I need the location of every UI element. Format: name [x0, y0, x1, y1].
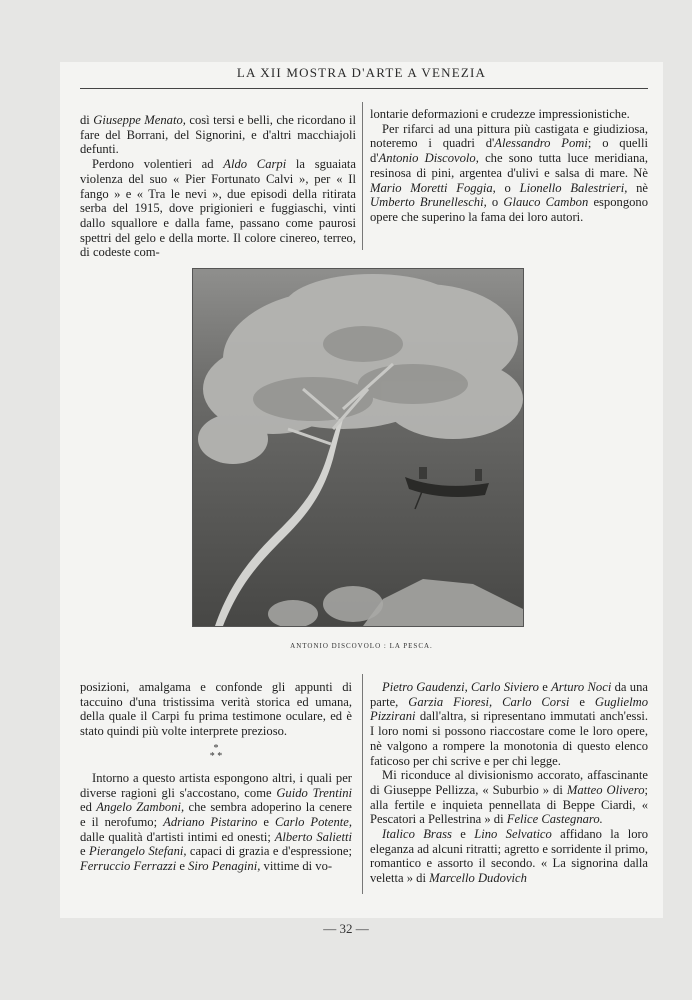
asterism-bottom: * * — [209, 750, 223, 762]
paragraph-gaudenzi — [370, 680, 648, 768]
text-run: di — [80, 113, 94, 127]
artist-name: Mario Moretti Foggia, — [370, 180, 496, 195]
text-run: e — [569, 694, 595, 709]
page-number: — 32 — — [323, 921, 369, 936]
text-run: e — [80, 844, 90, 859]
text-run: che sono tutta luce meridiana, resinosa di pini, argentea d'ulivi e salsa di mare. Nè — [370, 151, 648, 180]
painting-photograph — [192, 268, 524, 627]
artist-name: Guido Trentini — [276, 785, 352, 800]
bottom-right-column — [370, 680, 648, 886]
text-run: così tersi e belli, che ricordano il fare del Borrani, del Signorini, e d'altri macchiajoli defunti. — [80, 113, 356, 157]
top-right-column — [370, 107, 648, 225]
text-run: vittime di vo- — [260, 859, 333, 874]
artist-name: Alessandro Pomi — [494, 136, 588, 151]
paragraph-deformazioni: lontarie deformazioni e crudezze impressionistiche. — [370, 107, 630, 121]
column-divider-bottom — [362, 674, 363, 894]
asterism-top: * — [213, 742, 219, 754]
text-run: da una parte, — [370, 680, 648, 709]
text-run: affidano la loro eleganza ad alcuni ritratti; agretto e sorridente il primo, romantico e assorto il secondo. « La signorina dalla veletta » di — [370, 827, 648, 886]
text-run: Per rifarci ad una pittura più castigata e giudiziosa, noteremo i quadri d' — [370, 121, 648, 151]
artist-name: Pierangelo Stefani, — [89, 844, 187, 859]
text-run: e — [451, 827, 475, 842]
text-run: dalle qualità d'artisti intimi ed onesti; — [80, 829, 275, 844]
running-header: LA XII MOSTRA D'ARTE A VENEZIA — [236, 65, 487, 80]
artist-name: Felice Castegnaro. — [506, 812, 603, 827]
artist-name: Aldo Carpi — [223, 157, 287, 172]
artist-name: Adriano Pistarino — [163, 814, 258, 829]
text-run: espongono opere che superino la fama dei loro autori. — [370, 195, 649, 224]
artist-name: Alberto Salietti — [274, 829, 352, 844]
artist-name: Glauco Cambon — [503, 195, 589, 210]
figure-caption: ANTONIO DISCOVOLO : LA PESCA. — [290, 642, 433, 650]
painting-illustration — [193, 269, 523, 626]
artist-name: Angelo Zamboni, — [96, 800, 185, 815]
top-left-column — [80, 113, 356, 260]
artist-name: Giuseppe Menato, — [93, 113, 186, 127]
bottom-left-column — [80, 680, 352, 874]
paragraph-menato — [80, 113, 356, 157]
text-run: e — [257, 814, 275, 829]
artist-name: Siro Penagini, — [188, 859, 261, 874]
text-run: dall'altra, si ripresentano immutati anch'essi. I loro nomi si possono riaccostare come le loro opere, nè valgono a rompere la monotonia di questo elenco faticoso per chi scrive e per chi legge. — [370, 709, 648, 768]
artist-name: Lino Selvatico — [474, 827, 552, 842]
paragraph-brass-selvatico — [370, 827, 648, 886]
artist-name: Antonio Discovolo, — [378, 151, 479, 166]
text-run: ed — [80, 800, 97, 815]
text-run: Intorno a questo artista espongono altri, i quali per diverse ragioni gli s'accostano, come — [80, 770, 352, 800]
text-run: Perdono volentieri ad — [92, 157, 224, 172]
artist-name: Pietro Gaudenzi, Carlo Siviero — [382, 680, 539, 694]
section-asterism — [80, 742, 352, 762]
text-run: che sembra adoperino la cenere e il nerofumo; — [80, 800, 352, 829]
text-run: e — [176, 859, 189, 874]
paragraph-intorno — [80, 771, 352, 874]
text-run: o — [495, 180, 520, 195]
text-run: la sguaiata violenza del suo « Pier Fortunato Calvi », per « Il fango » e « Tra le nevi », due episodi della ritirata serba del 1915, dove prigionieri e fuggiaschi, vinti dallo squallore e dalla fame, passano come paurosi spettri del gelo e della morte. Il colore cinereo, terreo, di codeste com- — [80, 157, 356, 260]
artist-name: Italico Brass — [382, 827, 452, 842]
artist-name: Matteo Olivero — [566, 782, 645, 797]
text-run: ; alla fertile e inquieta pennellata di Beppe Ciardi, « Pescatori a Pellestrina » di — [370, 782, 649, 827]
text-run: o — [486, 195, 504, 210]
paragraph-carpi — [80, 157, 356, 260]
header-rule — [80, 88, 648, 89]
column-divider-top — [362, 102, 363, 250]
artist-name: Garzia Fioresi, Carlo Corsi — [408, 694, 570, 709]
paragraph-divisionismo — [370, 768, 648, 827]
artist-name: Arturo Noci — [551, 680, 612, 694]
book-page — [60, 62, 663, 918]
artist-name: Ferruccio Ferrazzi — [80, 859, 177, 874]
artist-name: Carlo Potente, — [274, 814, 353, 829]
paragraph-posizioni: posizioni, amalgama e confonde gli appunti di taccuino d'una tristissima verità storica ed umana, della quale il Carpi fu prima testimone oculare, ed è stato quindi più volte interprete prezioso. — [80, 680, 352, 739]
artist-name: Guglielmo Pizzirani — [370, 694, 649, 724]
artist-name: Lionello Balestrieri, — [519, 180, 628, 195]
text-run: capaci di grazia e d'espressione; — [186, 844, 352, 859]
text-run: Mi riconduce al divisionismo accorato, affascinante di Giuseppe Pellizza, « Suburbio » di — [370, 768, 648, 797]
text-run: nè — [627, 180, 648, 195]
text-run: e — [538, 680, 552, 694]
artist-name: Marcello Dudovich — [429, 871, 527, 886]
artist-name: Umberto Brunelleschi, — [370, 195, 487, 210]
text-run: ; o quelli d' — [370, 136, 648, 166]
paragraph-pittura-castigata — [370, 122, 648, 225]
